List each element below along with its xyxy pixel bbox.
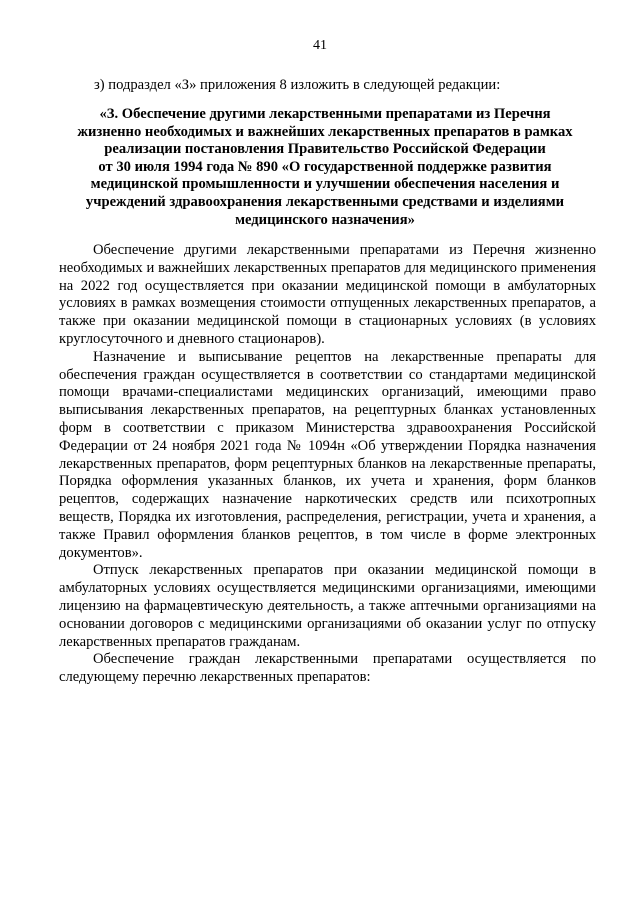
document-body [59, 242, 596, 687]
paragraph-drug-list-intro: Обеспечение граждан лекарственными препаратами осуществляется по следующему перечню лекарственных препаратов: [59, 651, 596, 686]
paragraph-provision: Обеспечение другими лекарственными препаратами из Перечня жизненно необходимых и важнейших лекарственных препаратов для медицинского применения на 2022 год осуществляется при оказании медицинской помощи в амбулаторных условиях в рамках возмещения стоимости отпущенных лекарственных препаратов, а также при оказании медицинской помощи в стационарных условиях (в условиях круглосуточного и дневного стационаров). [59, 242, 596, 347]
amendment-intro: з) подраздел «З» приложения 8 изложить в следующей редакции: [94, 77, 501, 93]
section-heading-line: от 30 июля 1994 года № 890 «О государственной поддержке развития [98, 158, 552, 175]
section-heading-line: жизненно необходимых и важнейших лекарственных препаратов в рамках [77, 123, 573, 140]
section-heading-line: медицинского назначения» [235, 211, 415, 228]
paragraph-prescription: Назначение и выписывание рецептов на лекарственные препараты для обеспечения граждан осуществляется в соответствии со стандартами медицинской помощи врачами-специалистами медицинских организаций, имеющими право выписывания лекарственных препаратов, на рецептурных бланках установленных форм в соответствии с приказом Министерства здравоохранения Российской Федерации от 24 ноября 2021 года № 1094н «Об утверждении Порядка назначения лекарственных препаратов, форм рецептурных бланков на лекарственные препараты, Порядка оформления указанных бланков, их учета и хранения, форм бланков рецептов, содержащих назначение наркотических средств или психотропных веществ, Порядка их изготовления, распределения, регистрации, учета и хранения, а также Правил оформления бланков рецептов, в том числе в форме электронных документов». [59, 348, 596, 561]
page-number: 41 [313, 38, 327, 53]
section-heading-line: учреждений здравоохранения лекарственными средствами и изделиями [85, 193, 565, 210]
section-heading [54, 106, 596, 229]
paragraph-dispensing: Отпуск лекарственных препаратов при оказании медицинской помощи в амбулаторных условиях осуществляется медицинскими организациями, имеющими лицензию на фармацевтическую деятельность, а также аптечными организациями на основании договоров с медицинскими организациями об оказании услуг по отпуску лекарственных препаратов гражданам. [59, 562, 596, 650]
section-heading-line: медицинской промышленности и улучшении обеспечения населения и [90, 176, 560, 193]
section-heading-line: реализации постановления Правительство Российской Федерации [104, 141, 546, 158]
section-heading-line: «З. Обеспечение другими лекарственными препаратами из Перечня [99, 106, 551, 122]
